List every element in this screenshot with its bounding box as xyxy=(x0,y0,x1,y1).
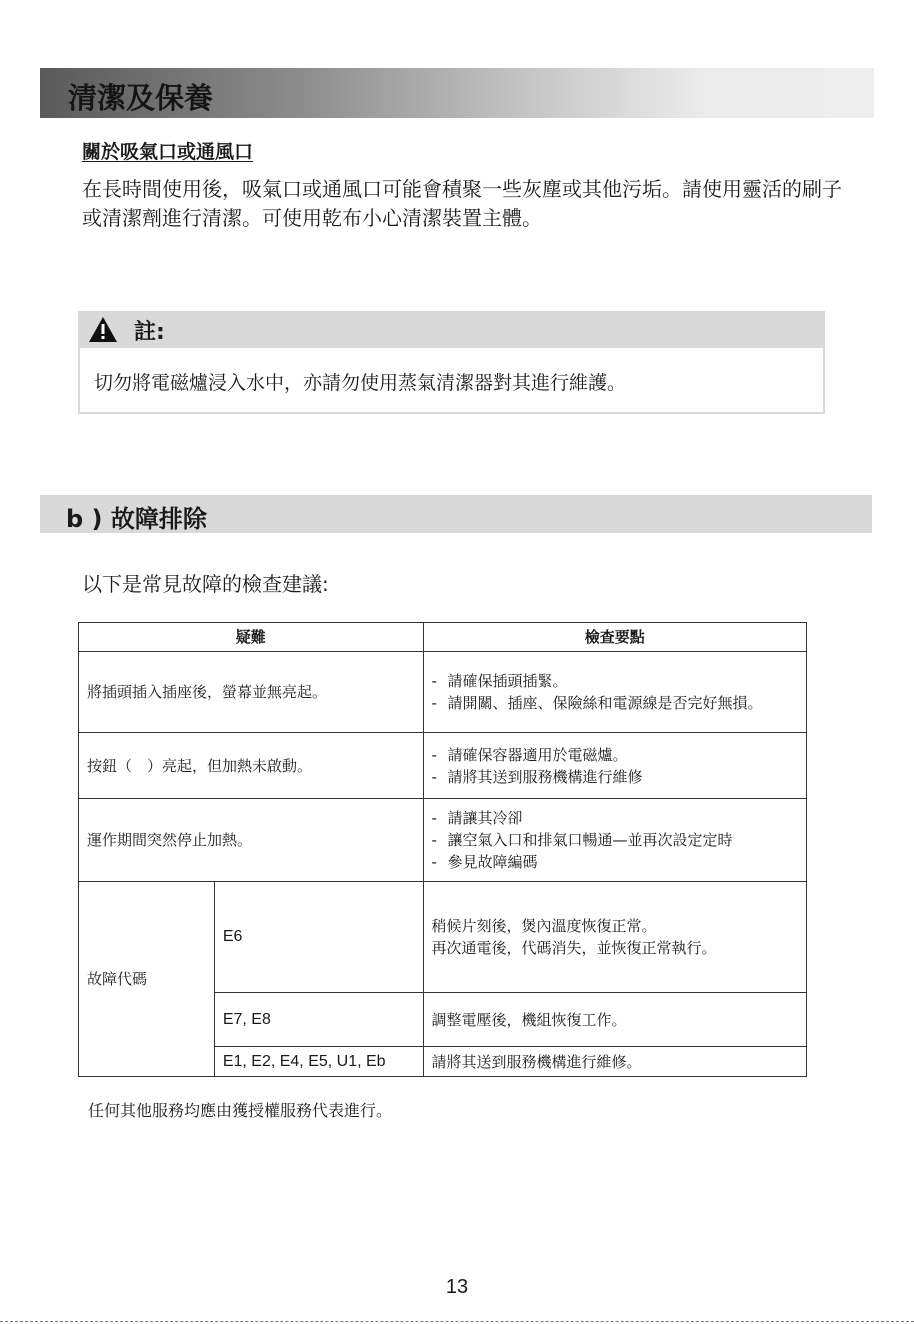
checkpoint-item: - 請開關、插座、保險絲和電源線是否完好無損。 xyxy=(432,692,798,714)
table-header-row xyxy=(79,623,807,652)
checkpoints-cell xyxy=(423,652,806,733)
problem-cell: 按鈕（ ）亮起，但加熱未啟動。 xyxy=(79,733,424,799)
checkpoints-cell xyxy=(423,799,806,882)
remedy-line: 稍候片刻後，煲內溫度恢復正常。 xyxy=(431,917,657,935)
fault-code: E1, E2, E4, E5, U1, Eb xyxy=(214,1047,423,1077)
table-row xyxy=(79,652,807,733)
section-header-cleaning xyxy=(40,68,874,118)
fault-remedy-cell xyxy=(423,882,806,993)
header-checkpoints: 檢查要點 xyxy=(423,623,806,652)
note-title: 註: xyxy=(134,320,165,345)
note-text: 切勿將電磁爐浸入水中，亦請勿使用蒸氣清潔器對其進行維護。 xyxy=(94,372,627,394)
fault-code: E7, E8 xyxy=(214,993,423,1047)
remedy-line: 再次通電後，代碼消失，並恢復正常執行。 xyxy=(431,939,717,957)
note-box xyxy=(78,348,825,414)
page-bottom-divider xyxy=(0,1321,914,1322)
page-number: 13 xyxy=(445,1276,469,1298)
subheading-vents: 關於吸氣口或通風口 xyxy=(82,141,254,163)
section-title: b ) 故障排除 xyxy=(66,505,207,533)
problem-cell: 將插頭插入插座後，螢幕並無亮起。 xyxy=(79,652,424,733)
remedy-line: 請將其送到服務機構進行維修。 xyxy=(431,1052,642,1071)
note-header xyxy=(78,311,825,348)
checkpoint-item: - 請確保容器適用於電磁爐。 xyxy=(432,744,798,766)
remedy-line: 調整電壓後，機組恢復工作。 xyxy=(431,1010,627,1029)
table-row xyxy=(79,733,807,799)
problem-cell: 運作期間突然停止加熱。 xyxy=(79,799,424,882)
section-header-troubleshooting xyxy=(40,495,872,533)
fault-code: E6 xyxy=(214,882,423,993)
warning-triangle-icon xyxy=(88,316,118,343)
section-title: 清潔及保養 xyxy=(68,81,214,115)
fault-code-label: 故障代碼 xyxy=(79,882,215,1077)
table-row xyxy=(79,882,807,993)
header-problem: 疑難 xyxy=(79,623,424,652)
troubleshooting-intro: 以下是常見故障的檢查建議: xyxy=(82,572,329,596)
checkpoint-item: - 讓空氣入口和排氣口暢通—並再次設定定時 xyxy=(432,829,798,851)
checkpoint-item: - 參見故障編碼 xyxy=(432,851,798,873)
checkpoint-item: - 請讓其冷卻 xyxy=(432,807,798,829)
checkpoints-cell xyxy=(423,733,806,799)
checkpoint-item: - 請將其送到服務機構進行維修 xyxy=(432,766,798,788)
footer-note: 任何其他服務均應由獲授權服務代表進行。 xyxy=(88,1101,393,1120)
table-row xyxy=(79,799,807,882)
checkpoint-item: - 請確保插頭插緊。 xyxy=(432,670,798,692)
troubleshooting-table xyxy=(78,622,807,1077)
cleaning-paragraph: 在長時間使用後，吸氣口或通風口可能會積聚一些灰塵或其他污垢。請使用靈活的刷子或清潔劑進行清潔。可使用乾布小心清潔裝置主體。 xyxy=(82,177,842,230)
fault-remedy-cell xyxy=(423,1047,806,1077)
fault-remedy-cell xyxy=(423,993,806,1047)
